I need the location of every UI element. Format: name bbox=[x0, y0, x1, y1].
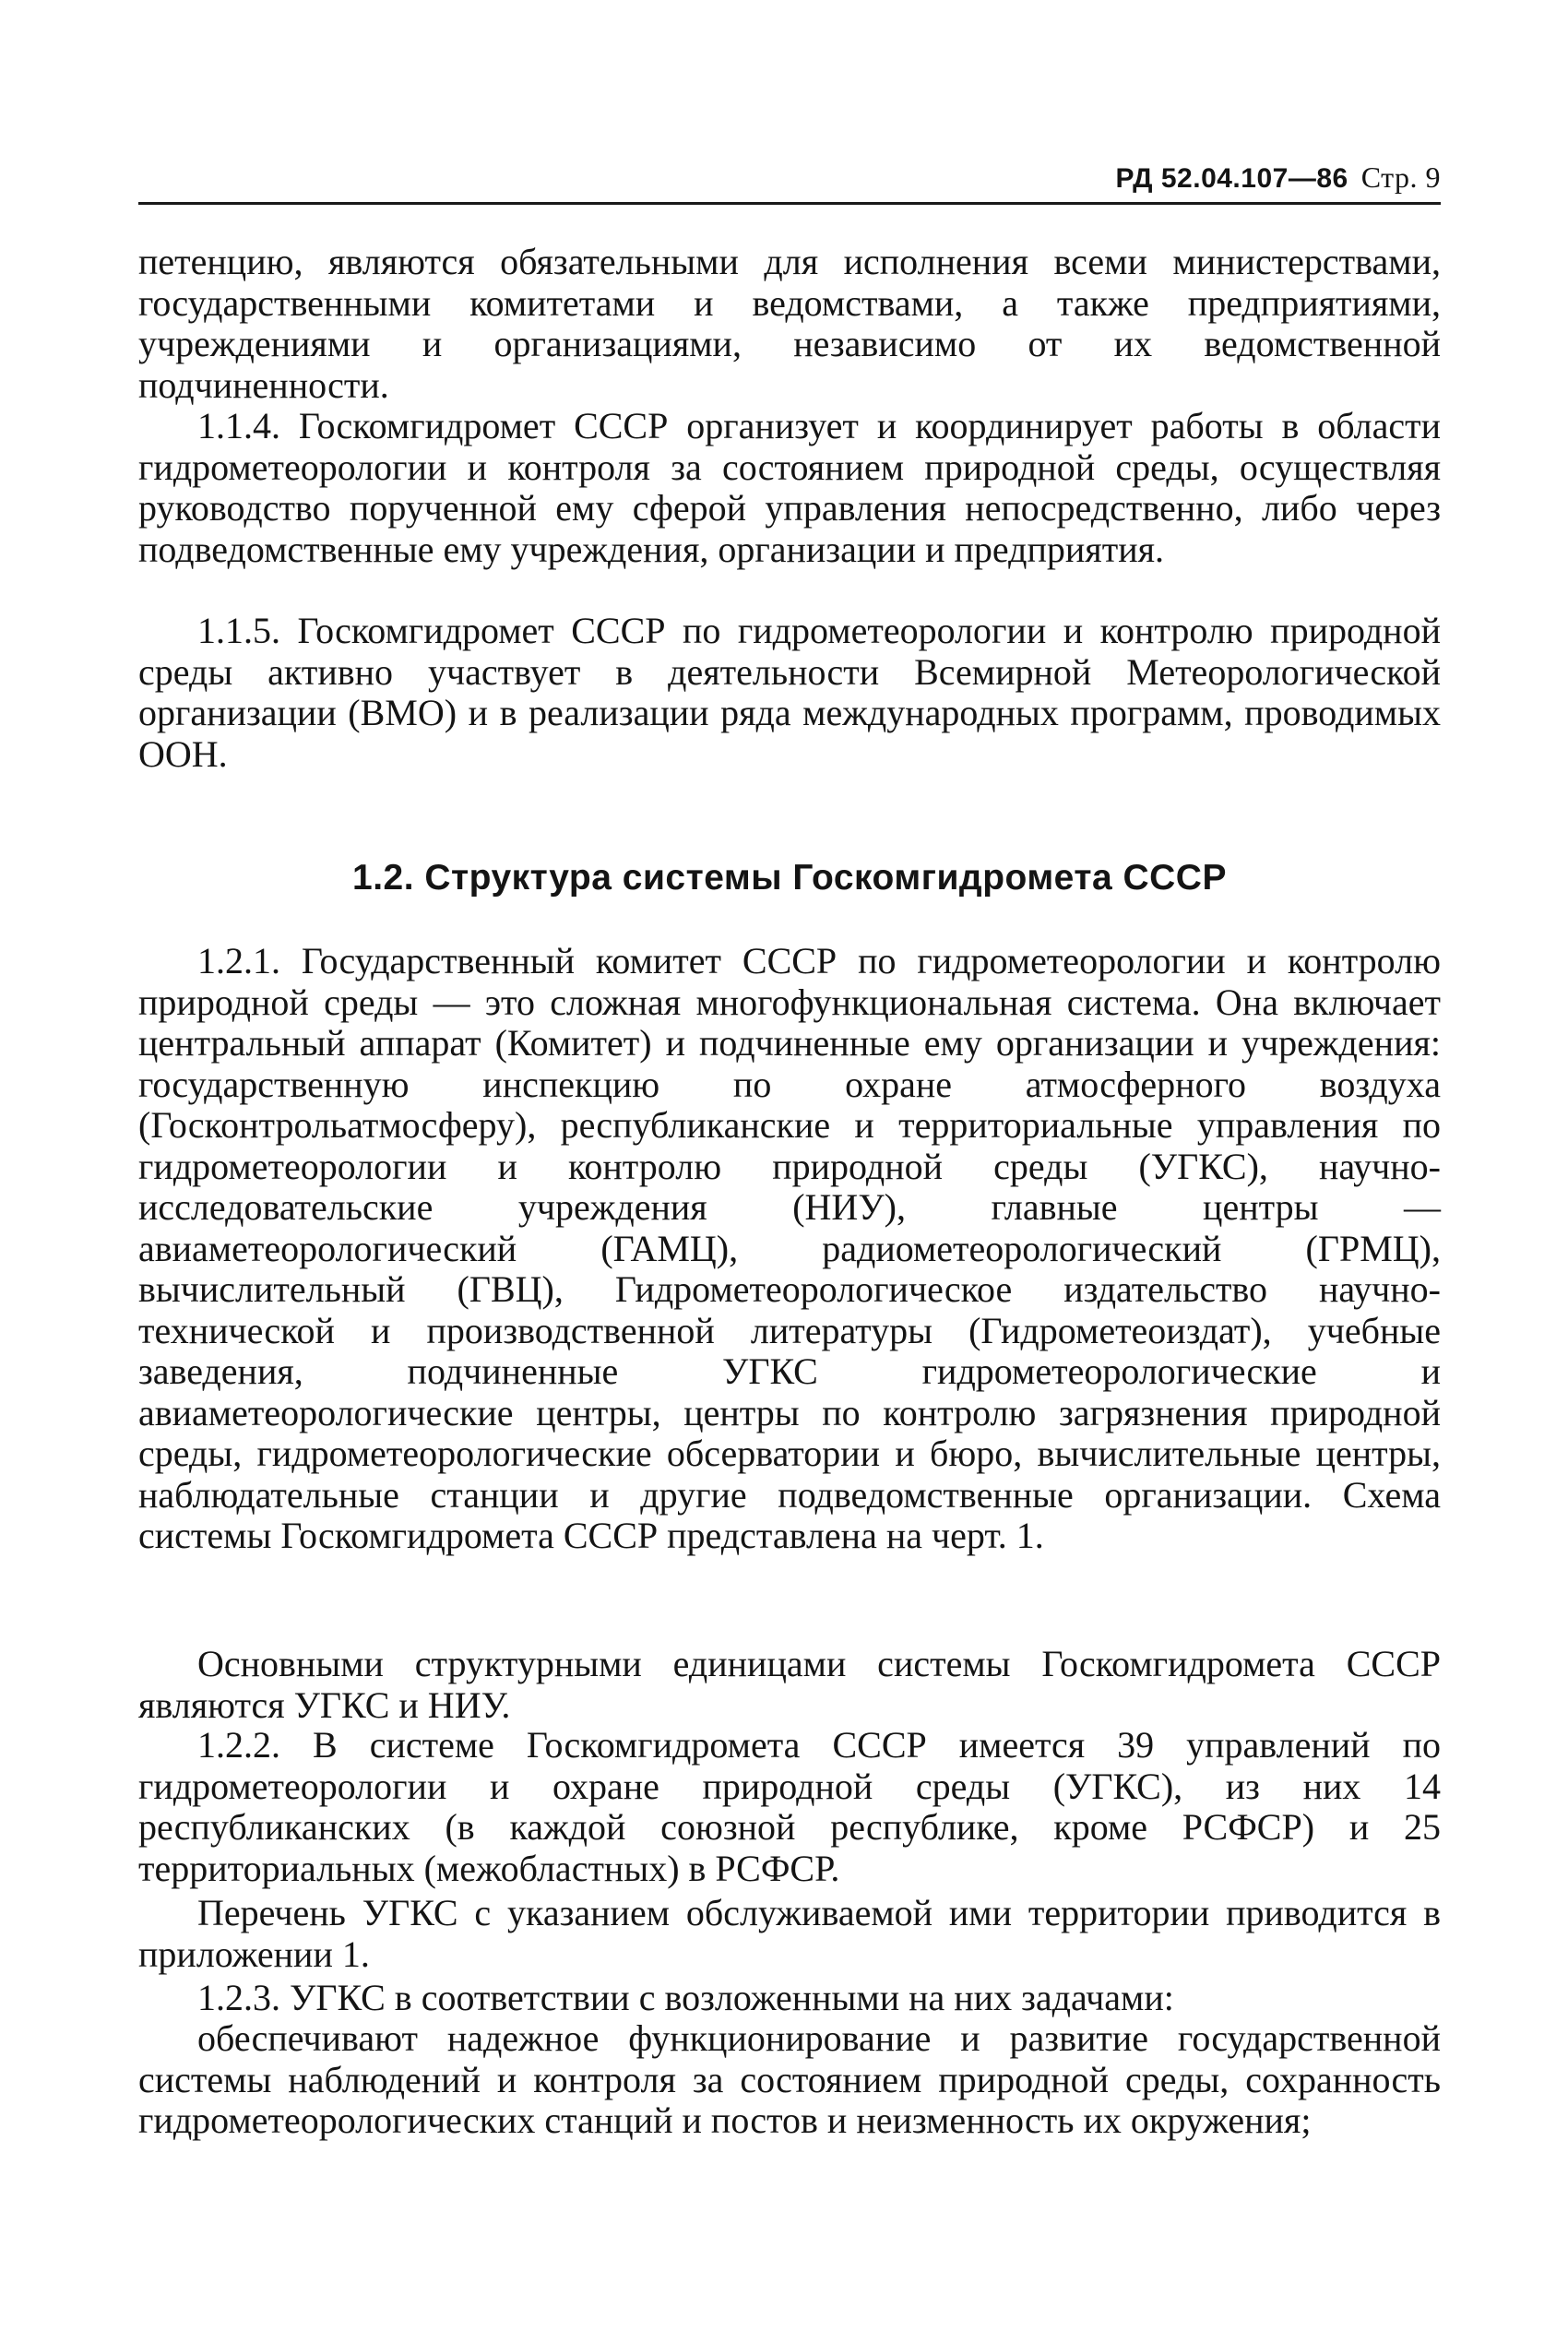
header-rule bbox=[138, 202, 1441, 205]
paragraph-1-2-1: 1.2.1. Государственный комитет СССР по гидрометеорологии и контролю природной среды — это сложная многофункциональная система. Она включает центральный аппарат (Комитет) и подчиненные ему организации и учреждения: государственную инспекцию по охране атмосферного воздуха (Госконтрольатмосферу), республиканские и территориальные управления по гидрометеорологии и контролю природной среды (УГКС), научно-исследовательские учреждения (НИУ), главные центры — авиаметеорологический (ГАМЦ), радиометеорологический (ГРМЦ), вычислительный (ГВЦ), Гидрометеорологическое издательство научно-технической и производственной литературы (Гидрометеоиздат), учебные заведения, подчиненные УГКС гидрометеорологические и авиаметеорологические центры, центры по контролю загрязнения природной среды, гидрометеорологические обсерватории и бюро, вычислительные центры, наблюдательные станции и другие подведомственные организации. Схема системы Госкомгидромета СССР представлена на черт. 1. bbox=[138, 940, 1441, 1556]
paragraph-continuation: петенцию, являются обязательными для исполнения всеми министерствами, государственными комитетами и ведомствами, а также предприятиями, учреждениями и организациями, независимо от их ведомственной подчиненности. bbox=[138, 241, 1441, 406]
paragraph-main-units: Основными структурными единицами системы Госкомгидромета СССР являются УГКС и НИУ. bbox=[138, 1643, 1441, 1726]
page-header bbox=[138, 155, 1441, 199]
document-code: РД 52.04.107—86 bbox=[1115, 163, 1348, 194]
document-page bbox=[138, 0, 1441, 2331]
paragraph-1-1-5: 1.1.5. Госкомгидромет СССР по гидрометеорологии и контролю природной среды активно участвует в деятельности Всемирной Метеорологической организации (ВМО) и в реализации ряда международных программ, проводимых ООН. bbox=[138, 610, 1441, 775]
page-number: Стр. 9 bbox=[1360, 161, 1441, 194]
paragraph-1-1-4: 1.1.4. Госкомгидромет СССР организует и координирует работы в области гидрометеорологии и контроля за состоянием природной среды, осуществляя руководство порученной ему сферой управления непосредственно, либо через подведомственные ему учреждения, организации и предприятия. bbox=[138, 405, 1441, 570]
section-heading: 1.2. Структура системы Госкомгидромета СССР bbox=[352, 858, 1227, 898]
paragraph-1-2-2: 1.2.2. В системе Госкомгидромета СССР имеется 39 управлений по гидрометеорологии и охране природной среды (УГКС), из них 14 республиканских (в каждой союзной республике, кроме РСФСР) и 25 территориальных (межобластных) в РСФСР. bbox=[138, 1724, 1441, 1889]
paragraph-1-2-3: 1.2.3. УГКС в соответствии с возложенными на них задачами: bbox=[197, 1977, 1174, 2018]
paragraph-duties: обеспечивают надежное функционирование и развитие государственной системы наблюдений и контроля за состоянием природной среды, сохранность гидрометеорологических станций и постов и неизменность их окружения; bbox=[138, 2017, 1441, 2141]
paragraph-ugks-list: Перечень УГКС с указанием обслуживаемой ими территории приводится в приложении 1. bbox=[138, 1892, 1441, 1975]
